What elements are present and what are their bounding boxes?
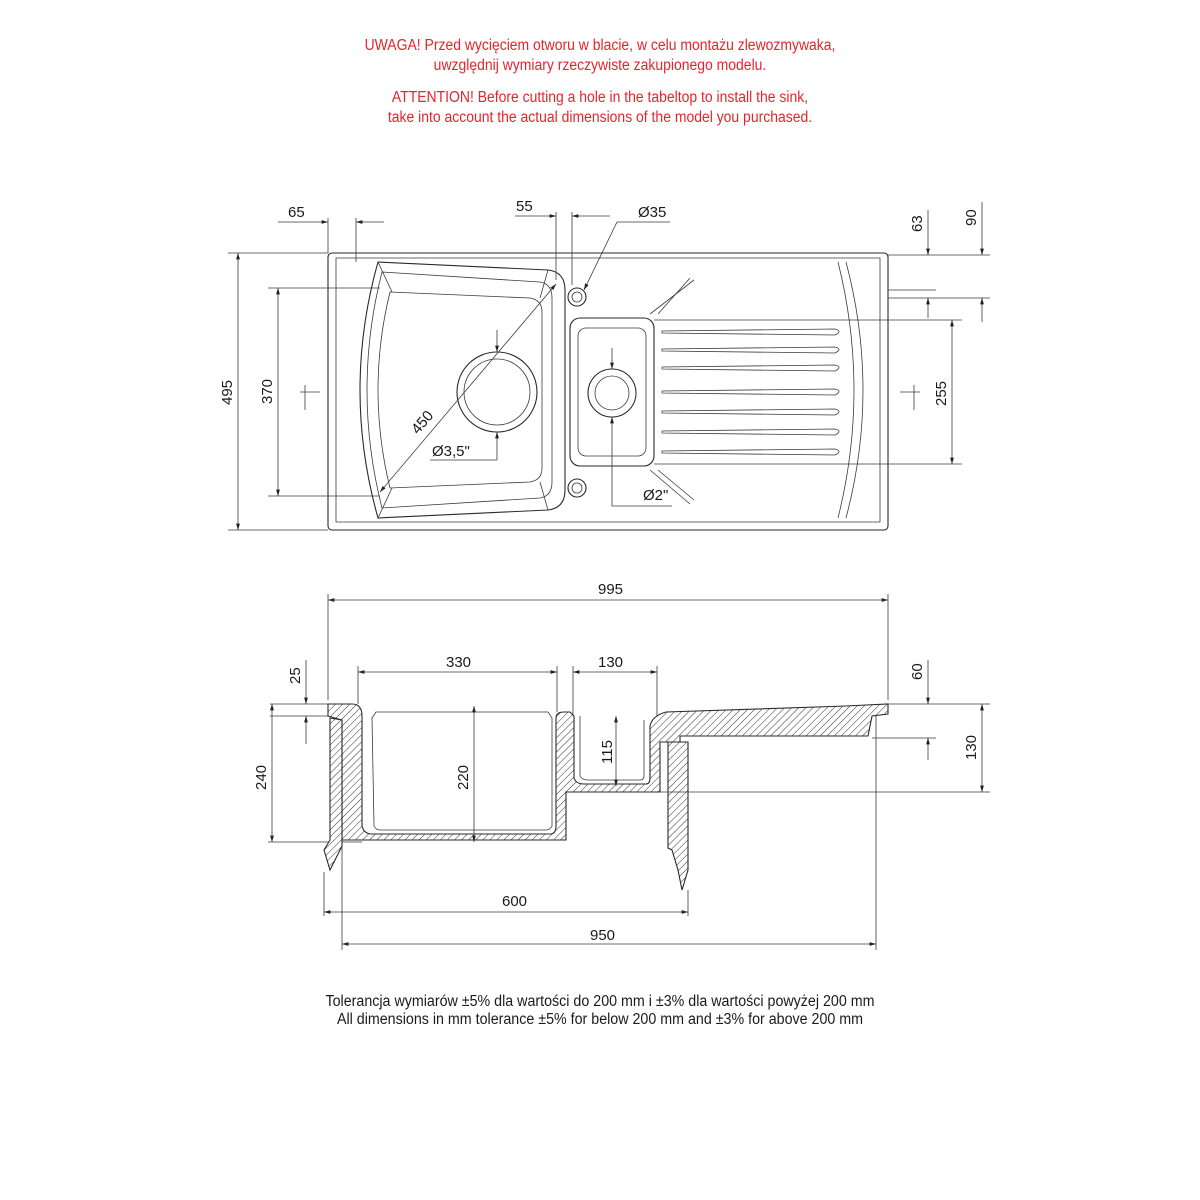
- sink-inner-edge: [336, 258, 880, 522]
- sink-outline-top: [328, 253, 888, 530]
- tolerance-pl: Tolerancja wymiarów ±5% dla wartości do 200 mm i ±3% dla wartości powyżej 200 mm: [325, 993, 875, 1010]
- tap-hole-2: [568, 479, 586, 497]
- warning-pl-line1: UWAGA! Przed wycięciem otworu w blacie, w celu montażu zlewozmywaka,: [364, 37, 836, 54]
- tap-hole-1: [568, 288, 586, 306]
- main-bowl-rim: [367, 272, 552, 508]
- top-view: [219, 198, 990, 530]
- dim-950: 950: [590, 927, 616, 944]
- dim-d35-inch: Ø3,5": [432, 443, 470, 460]
- tolerance-en: All dimensions in mm tolerance ±5% for below 200 mm and ±3% for above 200 mm: [336, 1011, 864, 1028]
- left-support: [324, 718, 342, 870]
- main-drain: [457, 352, 537, 432]
- dim-130-height: 130: [963, 734, 980, 760]
- dim-130-width: 130: [598, 654, 624, 671]
- dim-240: 240: [253, 764, 270, 790]
- dim-450: 450: [408, 407, 438, 438]
- warning-en-line1: ATTENTION! Before cutting a hole in the tabeltop to install the sink,: [391, 89, 809, 106]
- dim-330: 330: [446, 654, 472, 671]
- drainer-grooves: [662, 329, 839, 455]
- dim-995: 995: [598, 581, 624, 598]
- dim-115: 115: [599, 740, 616, 764]
- warning-en-line2: take into account the actual dimensions of the model you purchased.: [387, 109, 813, 126]
- dim-d2-inch: Ø2": [643, 487, 669, 504]
- dim-60: 60: [909, 663, 926, 680]
- dim-63: 63: [909, 215, 926, 232]
- cabinet-wall: [668, 742, 688, 890]
- sink-cross-section: [328, 704, 888, 840]
- dim-255: 255: [933, 380, 950, 406]
- dim-370: 370: [259, 378, 276, 404]
- tolerance-note: [48, 993, 1152, 1029]
- dim-65: 65: [288, 204, 305, 221]
- warning-pl-line2: uwzględnij wymiary rzeczywiste zakupionego modelu.: [433, 57, 767, 74]
- dim-220: 220: [455, 764, 472, 790]
- dim-495: 495: [219, 379, 236, 405]
- side-view: [253, 581, 990, 950]
- dim-55: 55: [516, 198, 533, 215]
- dim-90: 90: [963, 209, 980, 226]
- dim-d35: Ø35: [638, 204, 667, 221]
- dim-25: 25: [287, 667, 304, 684]
- dim-600: 600: [502, 893, 528, 910]
- drainer-end-curve: [846, 262, 863, 518]
